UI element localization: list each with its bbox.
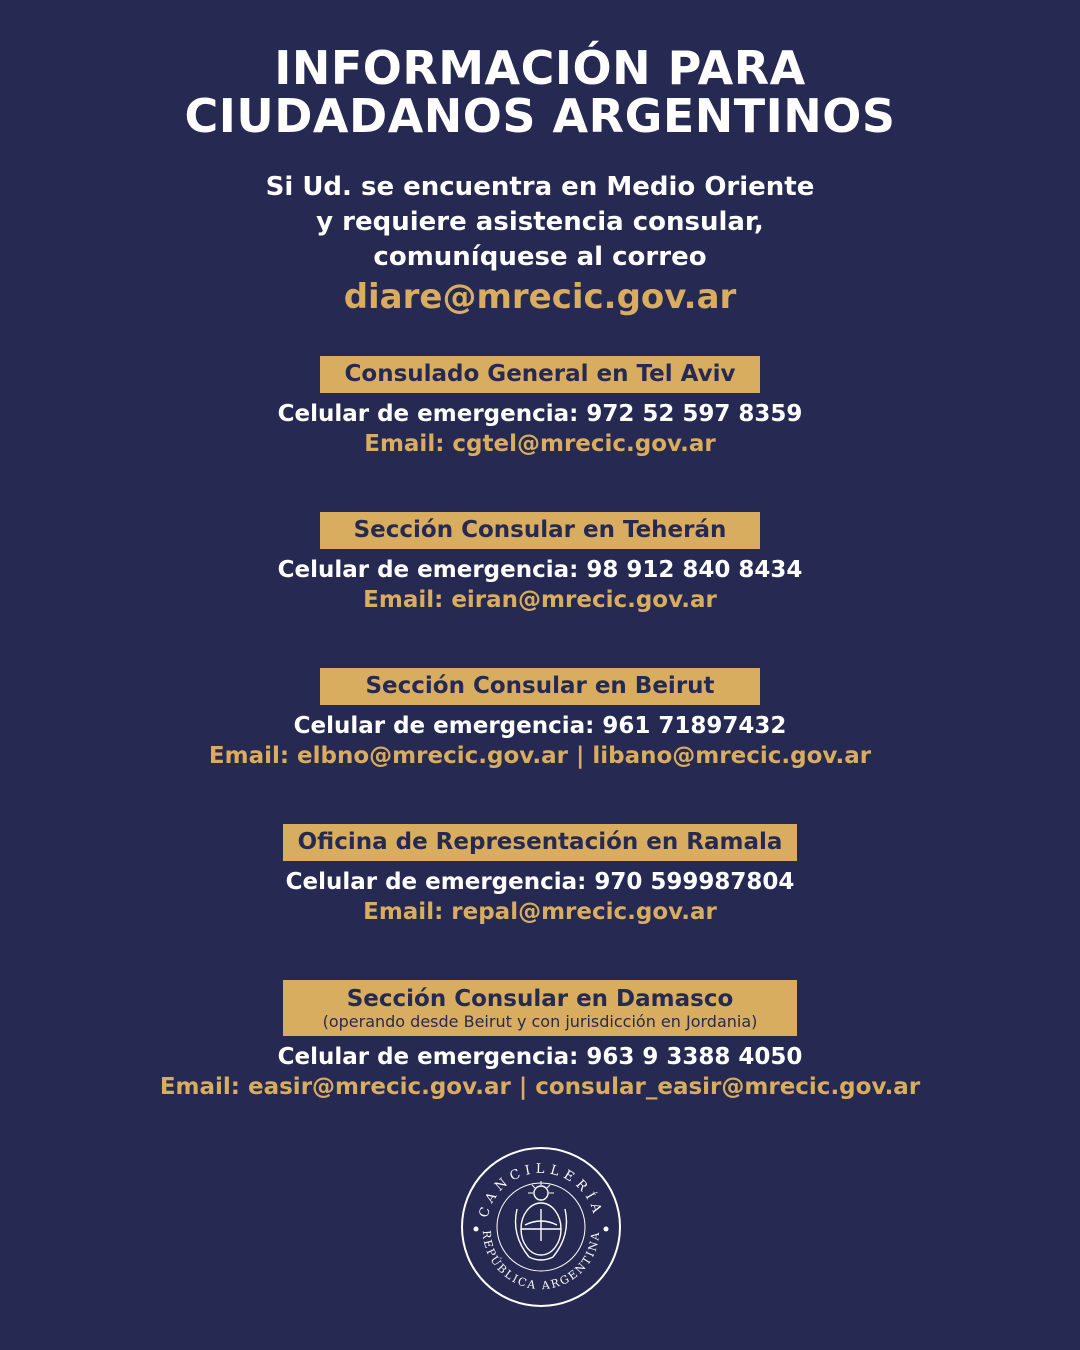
intro-line-3: comuníquese al correo [373, 242, 707, 272]
title-line-1: INFORMACIÓN PARA [274, 41, 806, 95]
title-line-2: CIUDADANOS ARGENTINOS [184, 89, 896, 143]
svg-text:CANCILLERÍA: CANCILLERÍA [476, 1161, 606, 1220]
section-beirut [0, 668, 1080, 771]
emergency-phone[interactable]: Celular de emergencia: 98 912 840 8434 [277, 557, 803, 583]
emergency-phone[interactable]: Celular de emergencia: 970 599987804 [285, 869, 795, 895]
svg-text:REPÚBLICA ARGENTINA: REPÚBLICA ARGENTINA [479, 1229, 603, 1293]
email-link[interactable]: Email: eiran@mrecic.gov.ar [363, 587, 717, 613]
section-label-note: (operando desde Beirut y con jurisdicción en Jordania) [322, 1012, 758, 1031]
main-email-link[interactable]: diare@mrecic.gov.ar [343, 277, 737, 317]
emergency-phone[interactable]: Celular de emergencia: 961 71897432 [293, 713, 787, 739]
section-label: Oficina de Representación en Ramala [283, 824, 797, 861]
intro-text [0, 170, 1080, 275]
email-link[interactable]: Email: elbno@mrecic.gov.ar | libano@mrecic.gov.ar [208, 743, 872, 769]
email-link[interactable]: Email: repal@mrecic.gov.ar [363, 899, 717, 925]
email-link[interactable]: Email: cgtel@mrecic.gov.ar [364, 431, 716, 457]
cancilleria-seal-logo [459, 1145, 623, 1309]
section-label: Sección Consular en Teherán [320, 512, 760, 549]
section-ramala [0, 824, 1080, 927]
coat-of-arms-icon [516, 1181, 567, 1260]
section-label: Sección Consular en Beirut [320, 668, 760, 705]
emergency-phone[interactable]: Celular de emergencia: 963 9 3388 4050 [277, 1044, 803, 1070]
emergency-phone[interactable]: Celular de emergencia: 972 52 597 8359 [277, 401, 803, 427]
intro-line-1: Si Ud. se encuentra en Medio Oriente [265, 172, 815, 202]
section-label-title: Sección Consular en Damasco [346, 986, 734, 1012]
section-label: Consulado General en Tel Aviv [320, 356, 760, 393]
section-label [283, 980, 797, 1036]
page-title [0, 41, 1080, 143]
email-link[interactable]: Email: easir@mrecic.gov.ar | consular_easir@mrecic.gov.ar [159, 1074, 921, 1100]
section-damasco [0, 980, 1080, 1102]
section-tel-aviv [0, 356, 1080, 459]
section-teheran [0, 512, 1080, 615]
intro-line-2: y requiere asistencia consular, [316, 207, 764, 237]
